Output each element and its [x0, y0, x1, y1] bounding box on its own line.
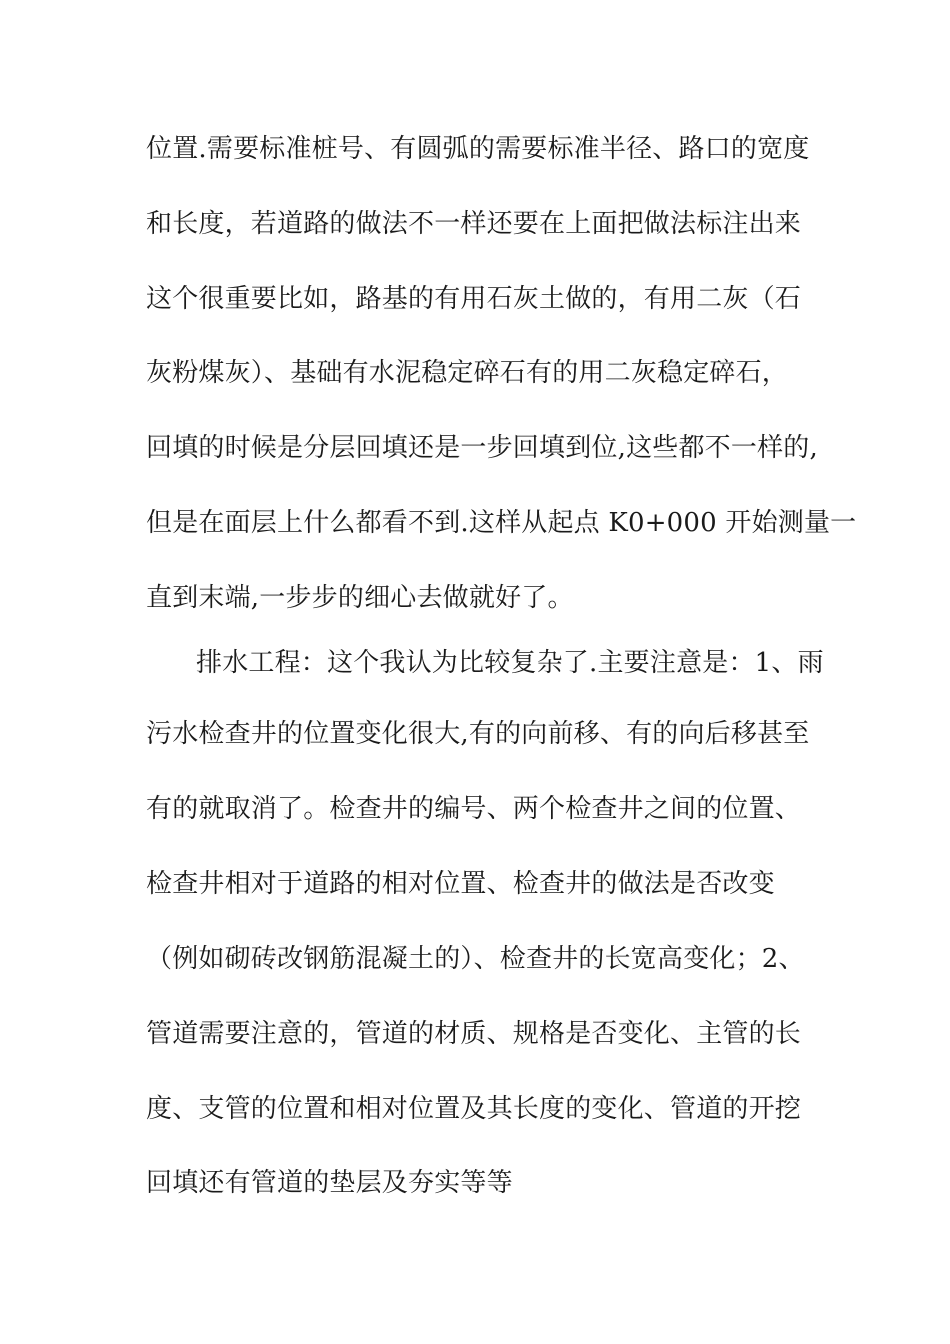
- body-text-line: 回填的时候是分层回填还是一步回填到位,这些都不一样的,: [146, 433, 818, 463]
- paragraph-first-line: 排水工程：这个我认为比较复杂了.主要注意是：1、雨: [196, 648, 824, 678]
- body-text-line: 但是在面层上什么都看不到.这样从起点 K0+000 开始测量一: [146, 508, 857, 538]
- body-text-line: 位置.需要标准桩号、有圆弧的需要标准半径、路口的宽度: [146, 134, 810, 164]
- body-text-line: 直到末端,一步步的细心去做就好了。: [146, 583, 574, 613]
- body-text-line: 回填还有管道的垫层及夯实等等: [146, 1168, 513, 1198]
- body-text-line: 污水检查井的位置变化很大,有的向前移、有的向后移甚至: [146, 719, 810, 749]
- body-text-line: 检查井相对于道路的相对位置、检查井的做法是否改变: [146, 869, 775, 899]
- body-text-line: （例如砌砖改钢筋混凝土的）、检查井的长宽高变化；2、: [146, 944, 805, 974]
- body-text-line: 这个很重要比如，路基的有用石灰土做的，有用二灰（石: [146, 284, 802, 314]
- body-text-line: 灰粉煤灰）、基础有水泥稳定碎石有的用二灰稳定碎石，: [146, 358, 789, 388]
- body-text-line: 度、支管的位置和相对位置及其长度的变化、管道的开挖: [146, 1094, 802, 1124]
- body-text-line: 和长度，若道路的做法不一样还要在上面把做法标注出来: [146, 209, 802, 239]
- body-text-line: 管道需要注意的，管道的材质、规格是否变化、主管的长: [146, 1019, 802, 1049]
- body-text-line: 有的就取消了。检查井的编号、两个检查井之间的位置、: [146, 794, 802, 824]
